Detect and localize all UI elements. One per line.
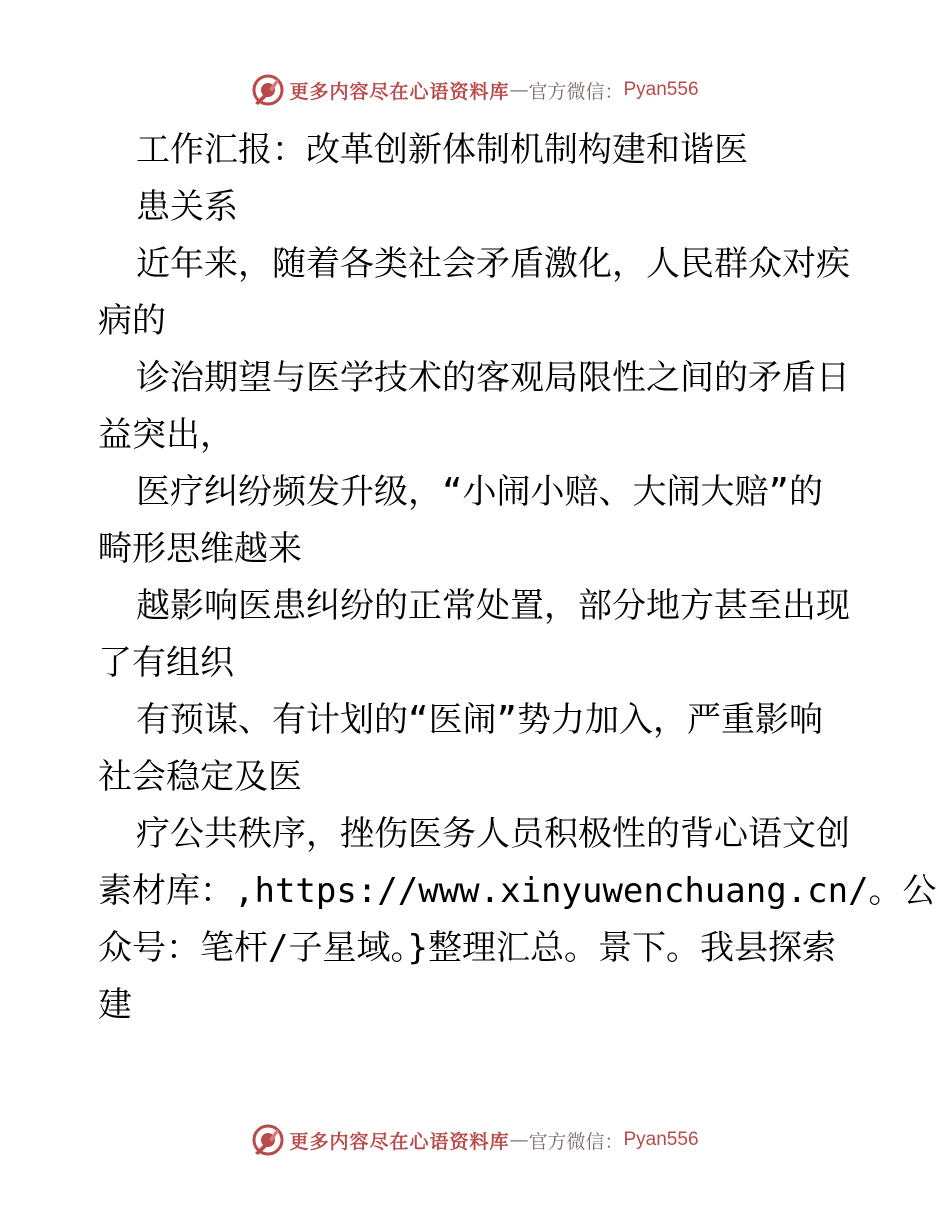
- doc-line: 医疗纠纷频发升级，“小闹小赔、大闹大赔”的: [136, 472, 823, 512]
- pen-logo-icon: [251, 73, 285, 107]
- doc-line: 畸形思维越来: [98, 529, 302, 569]
- doc-line: 益突出，: [98, 415, 234, 455]
- doc-line-title-1: 工作汇报：改革创新体制机制构建和谐医: [136, 130, 748, 170]
- doc-line: 社会稳定及医: [98, 757, 302, 797]
- doc-line: 素材库：,https://www.xinyuwenchuang.cn/。公: [98, 871, 937, 911]
- doc-line: 有预谋、有计划的“医闹”势力加入，严重影响: [136, 700, 823, 740]
- footer-banner: [0, 1120, 950, 1160]
- doc-line: 建: [98, 985, 132, 1025]
- banner-site-text: 更多内容尽在心语资料库: [289, 1130, 510, 1153]
- banner-separator: —: [509, 1129, 529, 1151]
- doc-line: 疗公共秩序，挫伤医务人员积极性的背心语文创: [136, 814, 850, 854]
- banner-wechat-label: 官方微信：: [528, 1130, 624, 1153]
- doc-line: 众号：笔杆/子星域。}整理汇总。景下。我县探索: [98, 928, 836, 968]
- banner-wechat-label: 官方微信：: [528, 80, 624, 103]
- banner-wechat-id: Pyan556: [623, 1129, 699, 1150]
- banner-wechat-id: Pyan556: [623, 79, 699, 100]
- doc-line: 近年来，随着各类社会矛盾激化，人民群众对疾: [136, 244, 850, 284]
- doc-line: 病的: [98, 301, 166, 341]
- banner-separator: —: [509, 79, 529, 101]
- pen-logo-icon: [251, 1123, 285, 1157]
- banner-site-text: 更多内容尽在心语资料库: [289, 80, 510, 103]
- doc-line: 了有组织: [98, 643, 234, 683]
- doc-line-title-2: 患关系: [136, 187, 238, 227]
- document-body: [98, 122, 937, 1034]
- doc-line: 越影响医患纠纷的正常处置，部分地方甚至出现: [136, 586, 850, 626]
- doc-line: 诊治期望与医学技术的客观局限性之间的矛盾日: [136, 358, 850, 398]
- header-banner: [0, 70, 950, 110]
